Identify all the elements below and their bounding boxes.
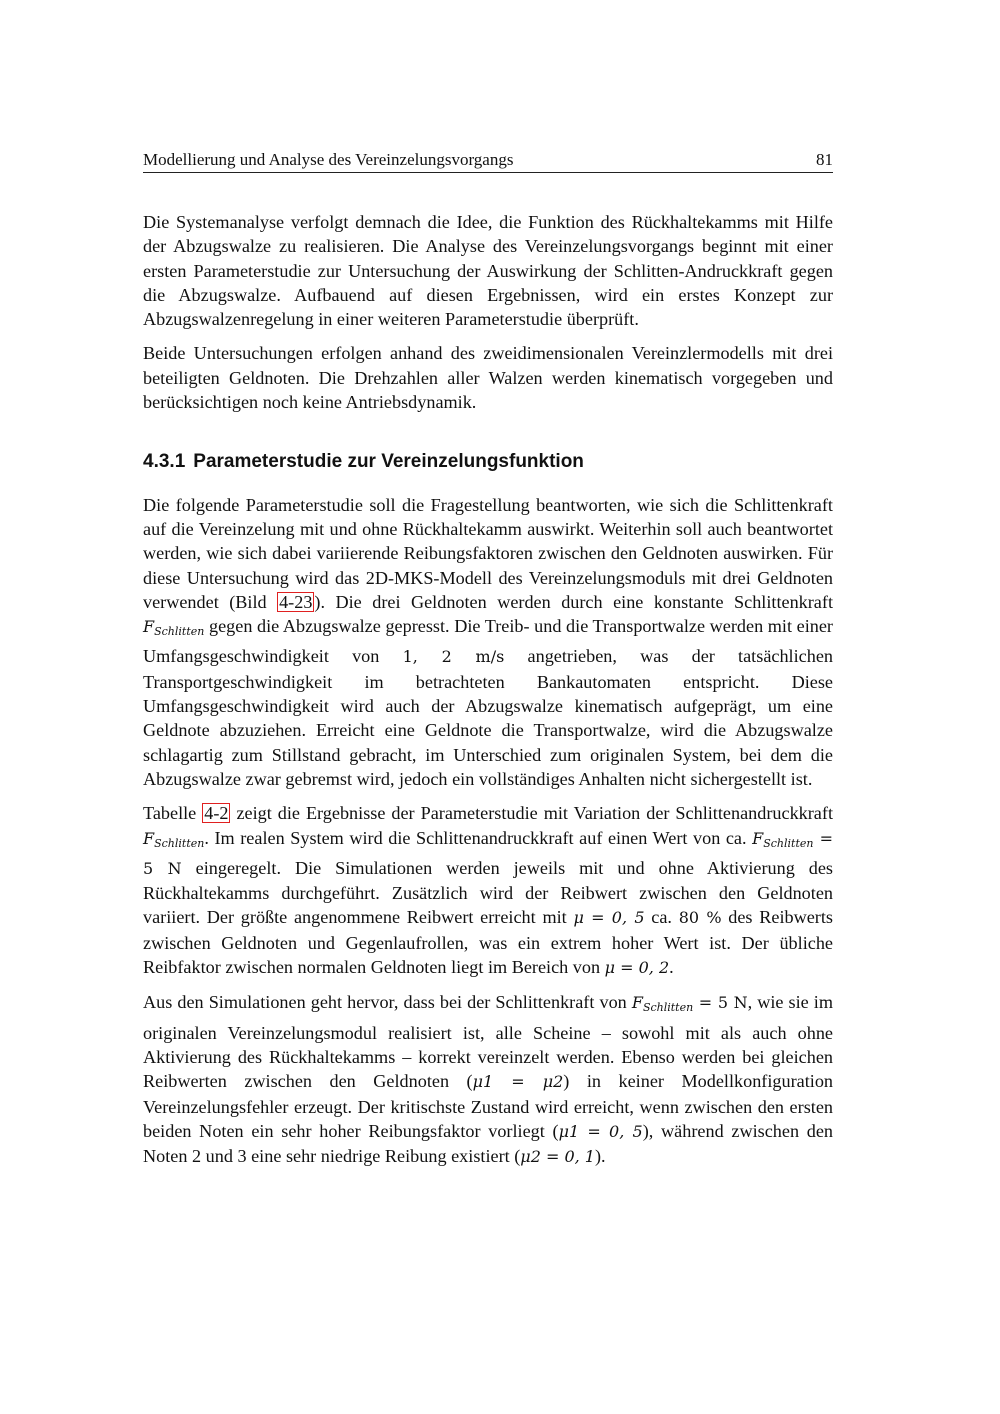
text-run: ). <box>594 1146 606 1167</box>
paragraph-3 <box>143 493 833 792</box>
math-mu: μ2 = 0, 1 <box>520 1147 595 1167</box>
header-title: Modellierung und Analyse des Vereinzelungsvorgangs <box>143 150 514 169</box>
text-run: ca. <box>644 907 679 928</box>
text-run: ) in keiner Modellkonfiguration Vereinzelungsfehler erzeugt. Der kritischste Zustand wird erreicht, wenn zwischen den ersten beiden Noten ein sehr hoher Reibungsfaktor vorliegt ( <box>143 1071 834 1141</box>
text-run: Die folgende Parameterstudie soll die Fragestellung beantworten, wie sich die Schlittenkraft auf die Vereinzelung mit und ohne Rückhaltekamm auswirkt. Weiterhin soll auch beantwortet werden, wie sich dabei variierende Reibungsfaktoren zwischen den Geldnoten auswirken. Für diese Untersuchung wird das 2D-MKS-Modell des Vereinzelungsmoduls mit drei Geldnoten verwendet (Bild <box>143 494 833 612</box>
math-mu: μ = 0, 5 <box>573 908 645 928</box>
math-symbol: F <box>631 993 643 1013</box>
math-symbol: F <box>143 828 155 848</box>
paragraph-5 <box>143 990 833 1169</box>
paragraph-2: Beide Untersuchungen erfolgen anhand des zweidimensionalen Vereinzlermodells mit drei beteiligten Geldnoten. Die Drehzahlen aller Walzen werden kinematisch vorgegeben und berücksichtigen noch keine Antriebsdynamik. <box>143 343 833 413</box>
math-subscript: Schlitten <box>154 625 205 639</box>
math-force <box>143 829 204 848</box>
text-run: eingeregelt. Die Simulationen werden jeweils mit und ohne Aktivierung des Rückhaltekamms durchgeführt. Zusätzlich wird der Reibwert zwischen den Geldnoten variiert. Der größte angenommene Reibwert erreicht mit <box>143 857 833 928</box>
math-force <box>143 617 205 639</box>
text-run: Aus den Simulationen geht hervor, dass bei der Schlittenkraft von <box>143 992 632 1013</box>
section-heading <box>143 450 833 474</box>
paragraph-4 <box>143 801 833 980</box>
math-subscript: Schlitten <box>642 1001 694 1015</box>
figure-reference-link[interactable]: 4-23 <box>279 591 313 612</box>
math-speed: 1, 2 m/s <box>402 647 505 667</box>
section-number: 4.3.1 <box>143 451 186 473</box>
text-run: ), während zwischen den Noten 2 und 3 eine sehr niedrige Reibung existiert ( <box>143 1120 834 1167</box>
math-mu: μ1 = μ2 <box>472 1072 564 1092</box>
math-mu: μ1 = 0, 5 <box>558 1121 643 1141</box>
math-mu: μ = 0, 2 <box>604 958 670 978</box>
text-run: ). Die drei Geldnoten werden durch eine konstante Schlittenkraft <box>314 591 833 612</box>
math-symbol: F <box>143 617 155 637</box>
text-run: , wie sie im originalen Vereinzelungsmodul realisiert ist, alle Scheine – sowohl mit als auch ohne Aktivierung des Rückhaltekamms – korrekt vereinzelt werden. Ebenso werden bei gleichen Reibwerten zwischen den Geldnoten ( <box>143 992 833 1092</box>
math-subscript: Schlitten <box>154 836 205 850</box>
math-value: = 5 N <box>693 993 748 1013</box>
text-run: gegen die Abzugswalze gepresst. Die Treib- und die Transportwalze werden mit einer Umfangsgeschwindigkeit von <box>143 616 833 667</box>
math-value: = 5 N <box>143 828 834 878</box>
page-body <box>143 210 833 1179</box>
text-run: zeigt die Ergebnisse der Parameterstudie mit Variation der Schlittenandruckkraft <box>230 803 833 824</box>
math-percent: 80 % <box>678 908 722 928</box>
page-number: 81 <box>816 150 833 169</box>
paragraph-1: Die Systemanalyse verfolgt demnach die Idee, die Funktion des Rückhaltekamms mit Hilfe der Abzugswalze zu realisieren. Die Analyse des Vereinzelungsvorgangs beginnt mit einer ersten Parameterstudie zur Untersuchung der Auswirkung der Schlitten-Andruckkraft gegen die Abzugswalze. Aufbauend auf diesen Ergebnissen, wird ein erstes Konzept zur Abzugswalzenregelung in einer weiteren Parameterstudie überprüft. <box>143 212 833 330</box>
table-reference-link[interactable]: 4-2 <box>204 803 229 824</box>
text-run: Tabelle <box>143 803 203 824</box>
text-run: des Reibwerts zwischen Geldnoten und Gegenlaufrollen, was ein extrem hoher Wert ist. Der übliche Reibfaktor zwischen normalen Geldnoten liegt im Bereich von <box>143 907 833 978</box>
section-title: Parameterstudie zur Vereinzelungsfunktion <box>193 451 584 473</box>
text-run: . Im realen System wird die Schlittenandruckkraft auf einen Wert von ca. <box>204 827 753 848</box>
text-run: angetrieben, was der tatsächlichen Transportgeschwindigkeit im betrachteten Bankautomaten entspricht. Diese Umfangsgeschwindigkeit wird auch der Abzugswalze kinematisch aufgeprägt, um eine Geldnote abzuziehen. Erreicht eine Geldnote die Transportwalze, wird die Abzugswalze schlagartig zum Stillstand gebracht, im Unterschied zum originalen System, bei dem die Abzugswalze zwar gebremst wird, jedoch ein vollständiges Anhalten nicht sichergestellt ist. <box>143 646 833 789</box>
running-header <box>143 150 833 173</box>
math-symbol: F <box>752 828 764 848</box>
math-force-equation <box>631 993 748 1015</box>
math-subscript: Schlitten <box>763 836 814 850</box>
text-run: . <box>669 957 674 978</box>
